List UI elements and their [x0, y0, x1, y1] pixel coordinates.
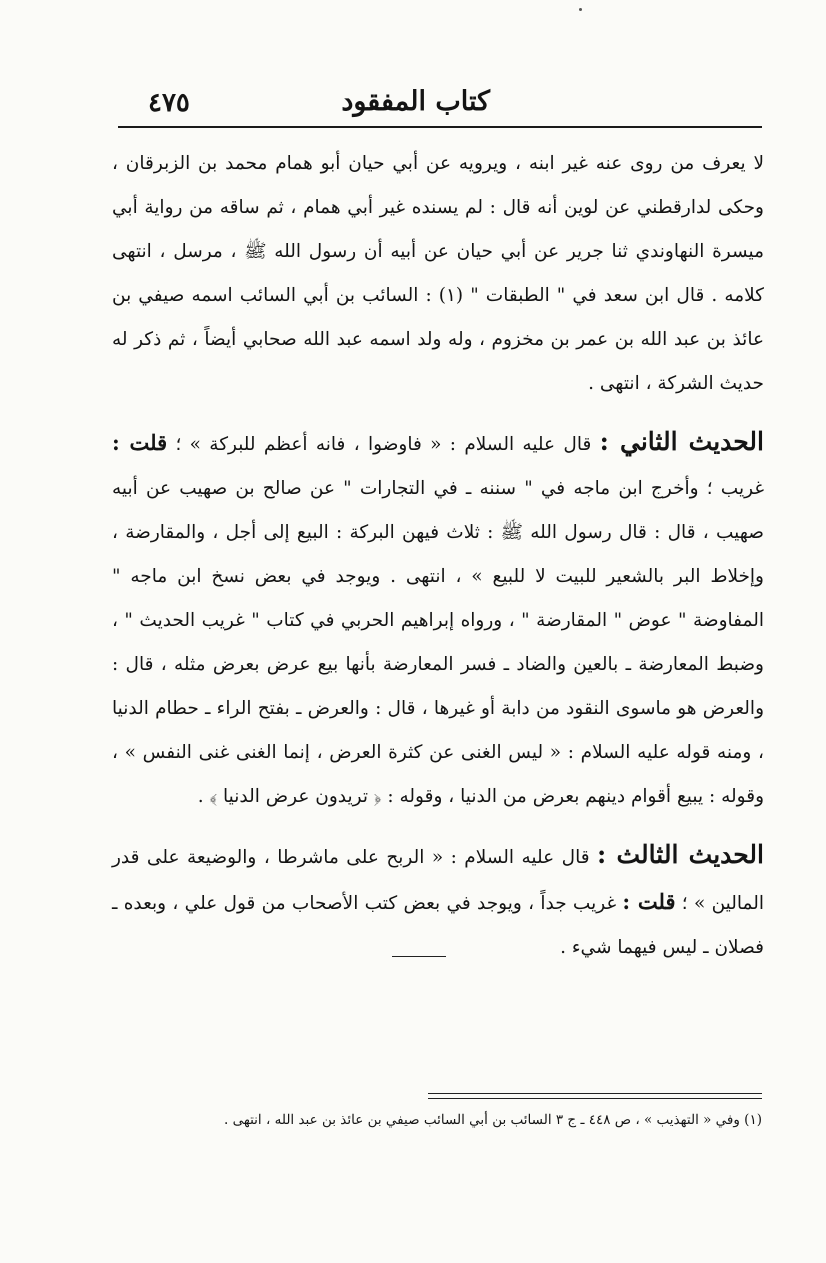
page-number: ٤٧٥ [148, 88, 190, 118]
hadith-2-commentary: غريب ؛ وأخرج ابن ماجه في " سننه ـ في التجارات " عن صالح بن صهيب عن أبيه صهيب ، قال : قال رسول الله ﷺ : ثلاث فيهن البركة : البيع إلى أجل ، والمقارضة ، وإخلاط البر بالشعير للبيت لا للبيع » ، انتهى . ويوجد في بعض نسخ ابن ماجه " المفاوضة " عوض " المقارضة " ، ورواه إبراهيم الحربي في كتاب " غريب الحديث " ، وضبط المعارضة ـ بالعين والضاد ـ فسر المعارضة بأنها بيع عرض بعرض مثله ، قال : والعرض هو ماسوى النقود من دابة أو غيرها ، قال : والعرض ـ بفتح الراء ـ حطام الدنيا ، ومنه قوله عليه السلام : « ليس الغنى عن كثرة العرض ، إنما الغنى غنى النفس » ، وقوله : يبيع أقوام دينهم بعرض من الدنيا ، وقوله : ﴿ تريدون عرض الدنيا ﴾ . [112, 478, 764, 807]
qult-label: قلت : [622, 889, 676, 914]
paragraph-1 [112, 142, 764, 406]
section-end-rule [392, 956, 446, 957]
hadith-2-text: قال عليه السلام : « فاوضوا ، فانه أعظم للبركة » ؛ [167, 434, 600, 455]
paragraph-1-text: لا يعرف من روى عنه غير ابنه ، ويرويه عن أبي حيان أبو همام محمد بن الزبرقان ، وحكى لدارقطني عن لوين أنه قال : لم يسنده غير أبي همام ، ثم ساقه من رواية أبي ميسرة النهاوندي ثنا جرير عن أبي حيان عن أبيه أن رسول الله ﷺ ، مرسل ، انتهى كلامه . قال ابن سعد في " الطبقات " (١) : السائب بن أبي السائب اسمه صيفي بن عائذ بن عبد الله بن عمر بن مخزوم ، وله ولد اسمه عبد الله صحابي أيضاً ، ثم ذكر له حديث الشركة ، انتهى . [112, 153, 764, 394]
footnote-rule-bottom [428, 1098, 762, 1099]
hadith-3-title: الحديث الثالث : [597, 840, 764, 869]
paragraph-3 [112, 833, 764, 970]
footnote: (١) وفي « التهذيب » ، ص ٤٤٨ ـ ج ٣ السائب بن أبي السائب صيفي بن عائذ بن عبد الله ، انتهى . [224, 1112, 762, 1128]
hadith-3-text: قال عليه السلام : « الربح على ماشرطا ، والوضيعة على قدر المالين » ؛ [112, 847, 764, 914]
paragraph-2 [112, 420, 764, 819]
hadith-2-title: الحديث الثاني : [599, 427, 764, 456]
running-title: كتاب المفقود [341, 86, 490, 117]
footnote-rule-top [428, 1093, 762, 1094]
page-header [118, 86, 762, 122]
header-rule [118, 126, 762, 128]
qult-label: قلت : [112, 430, 168, 455]
hadith-3-commentary: غريب جداً ، ويوجد في بعض كتب الأصحاب من قول علي ، وبعده ـ فصلان ـ ليس فيهما شيء . [112, 893, 764, 958]
main-text [112, 142, 764, 970]
scan-speck [579, 8, 582, 11]
